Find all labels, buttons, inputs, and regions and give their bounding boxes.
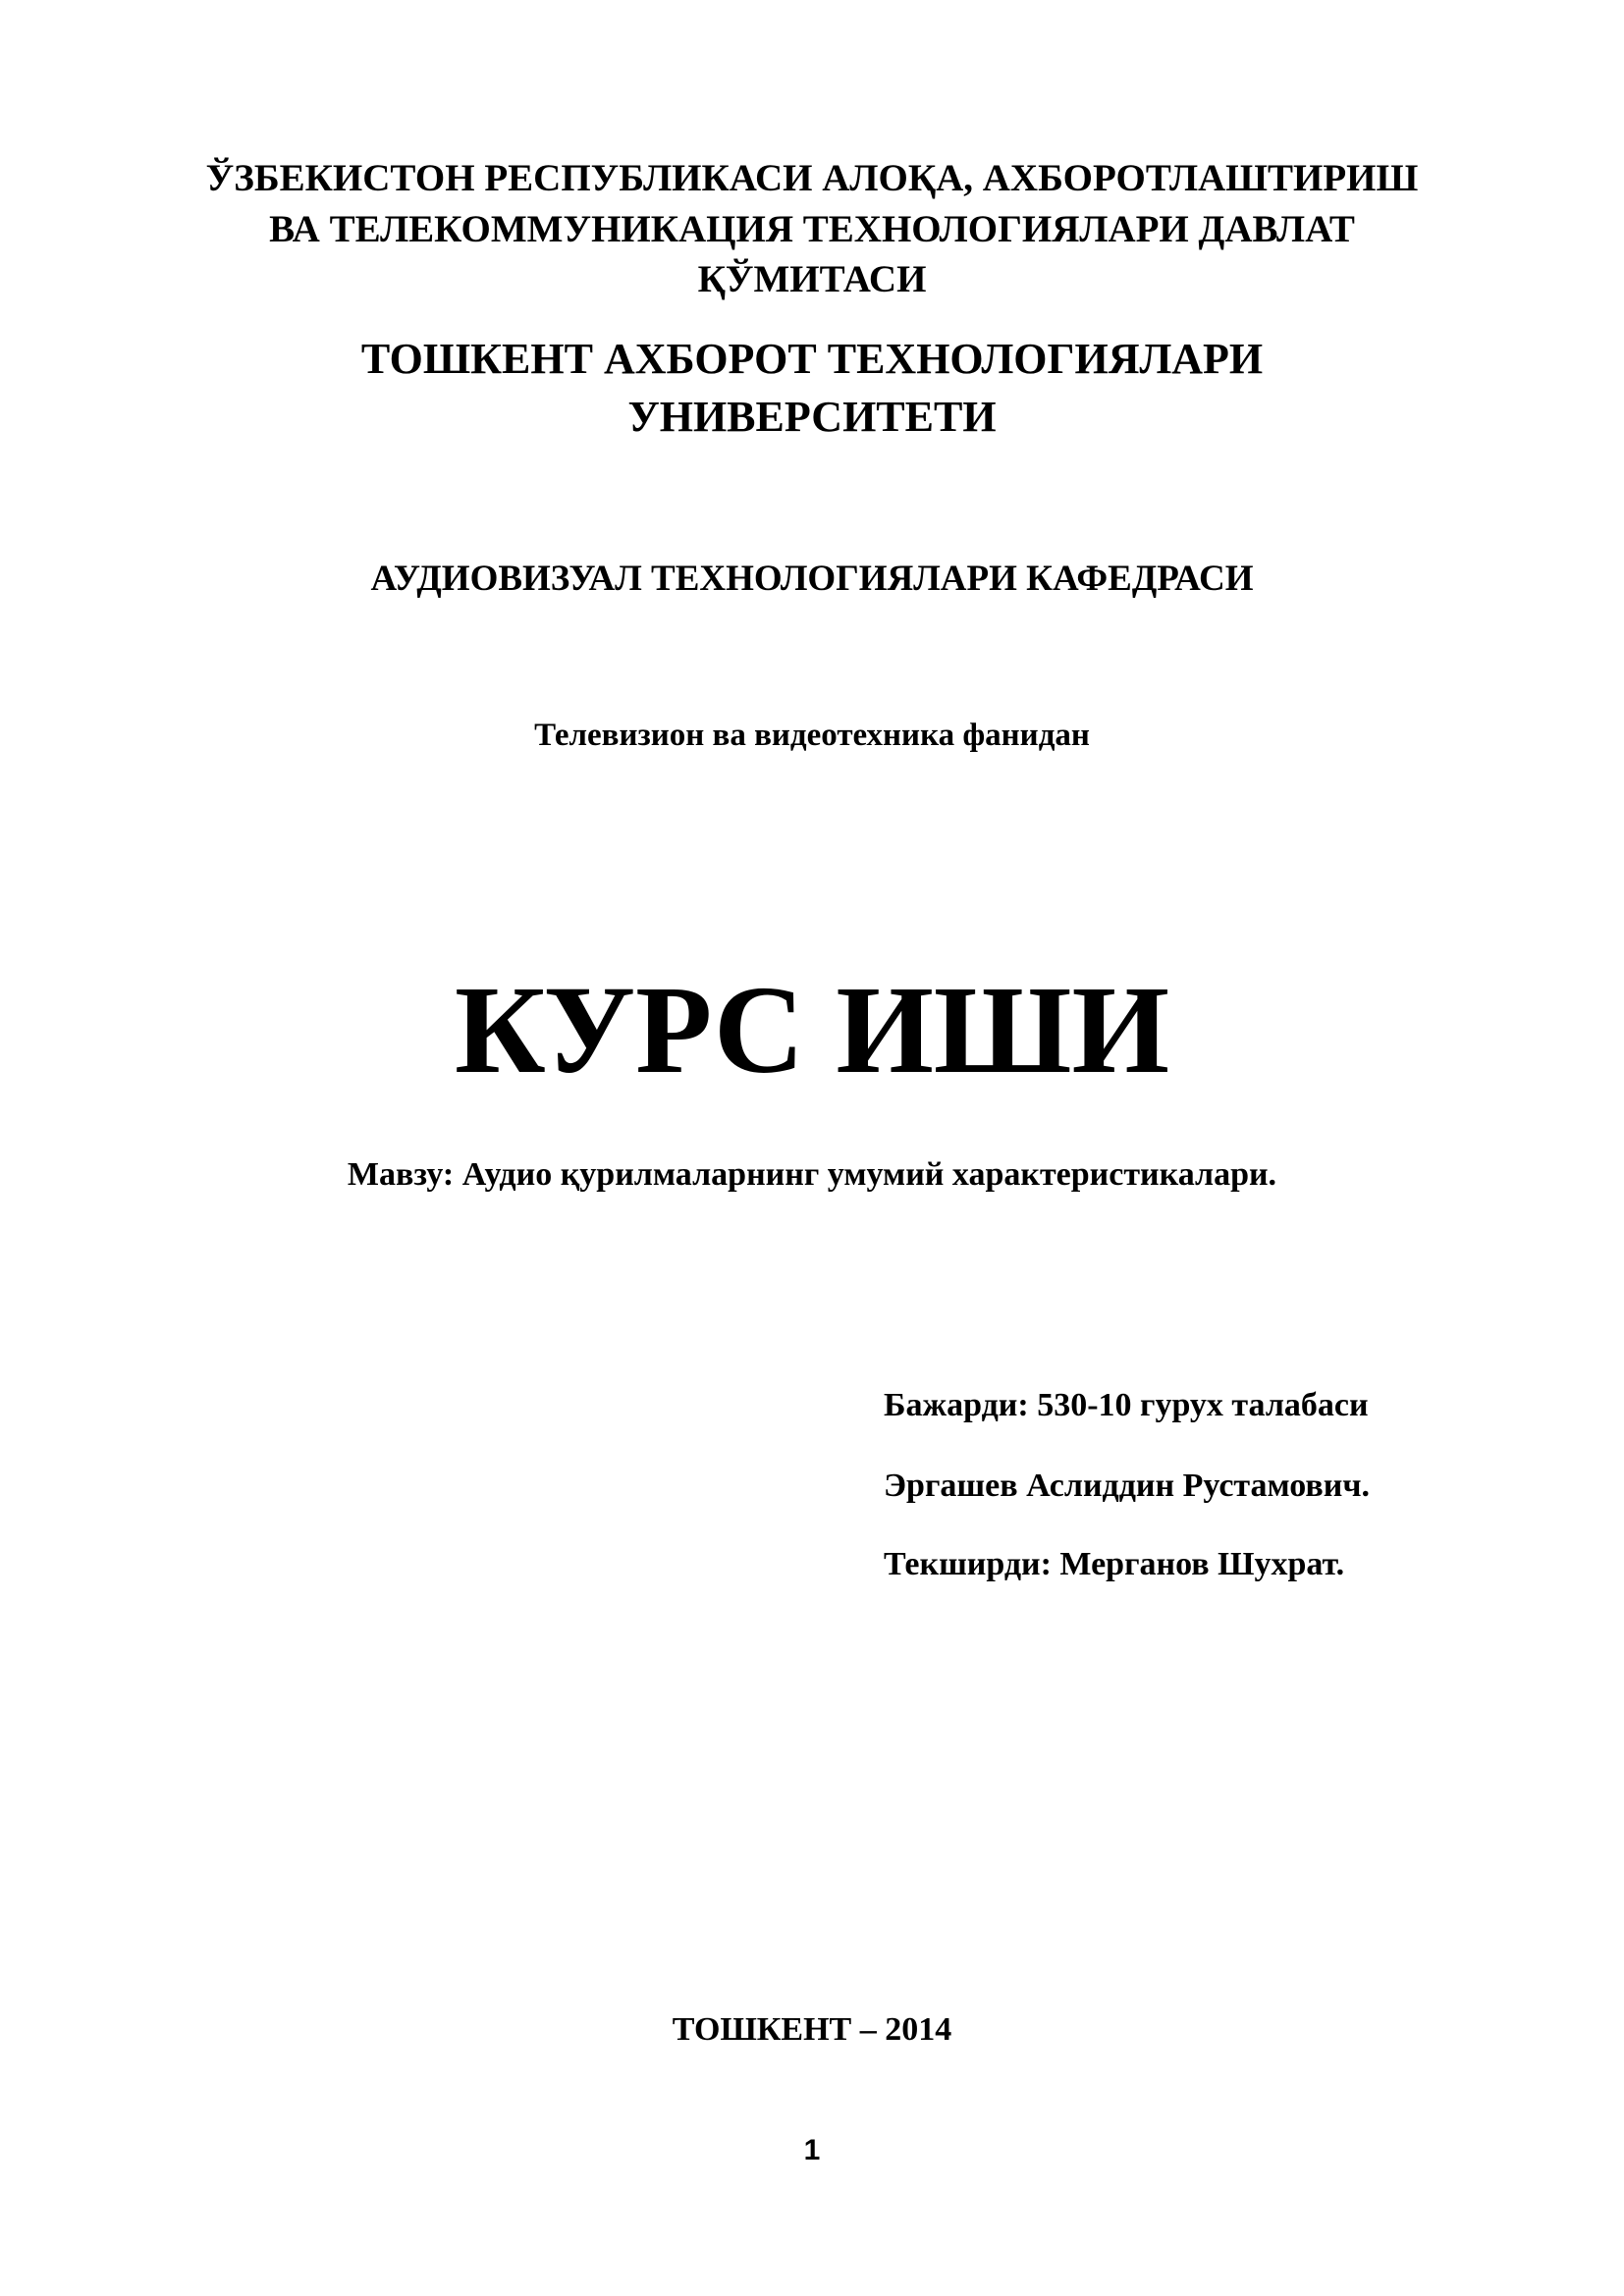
department-title: АУДИОВИЗУАЛ ТЕХНОЛОГИЯЛАРИ КАФЕДРАСИ xyxy=(370,559,1254,599)
subject-line: Телевизион ва видеотехника фанидан xyxy=(534,718,1090,753)
page-number: 1 xyxy=(803,2134,821,2166)
topic-line: Мавзу: Аудио қурилмаларнинг умумий характеристикалари. xyxy=(347,1156,1277,1193)
checked-by-line: Текширди: Мерганов Шухрат. xyxy=(884,1546,1345,1582)
student-name-line: Эргашев Аслиддин Рустамович. xyxy=(884,1468,1371,1504)
ministry-line-1: ЎЗБЕКИСТОН РЕСПУБЛИКАСИ АЛОҚА, АХБОРОТЛАШТИРИШ xyxy=(205,157,1419,199)
performed-by-line: Бажарди: 530-10 гурух талабаси xyxy=(884,1387,1369,1423)
university-line-2: УНИВЕРСИТЕТИ xyxy=(627,393,997,441)
ministry-line-2: ВА ТЕЛЕКОММУНИКАЦИЯ ТЕХНОЛОГИЯЛАРИ ДАВЛАТ xyxy=(269,208,1355,250)
city-year: ТОШКЕНТ – 2014 xyxy=(672,2011,952,2048)
university-line-1: ТОШКЕНТ АХБОРОТ ТЕХНОЛОГИЯЛАРИ xyxy=(360,335,1264,383)
document-title: КУРС ИШИ xyxy=(454,960,1170,1099)
ministry-line-3: ҚЎМИТАСИ xyxy=(697,258,927,300)
